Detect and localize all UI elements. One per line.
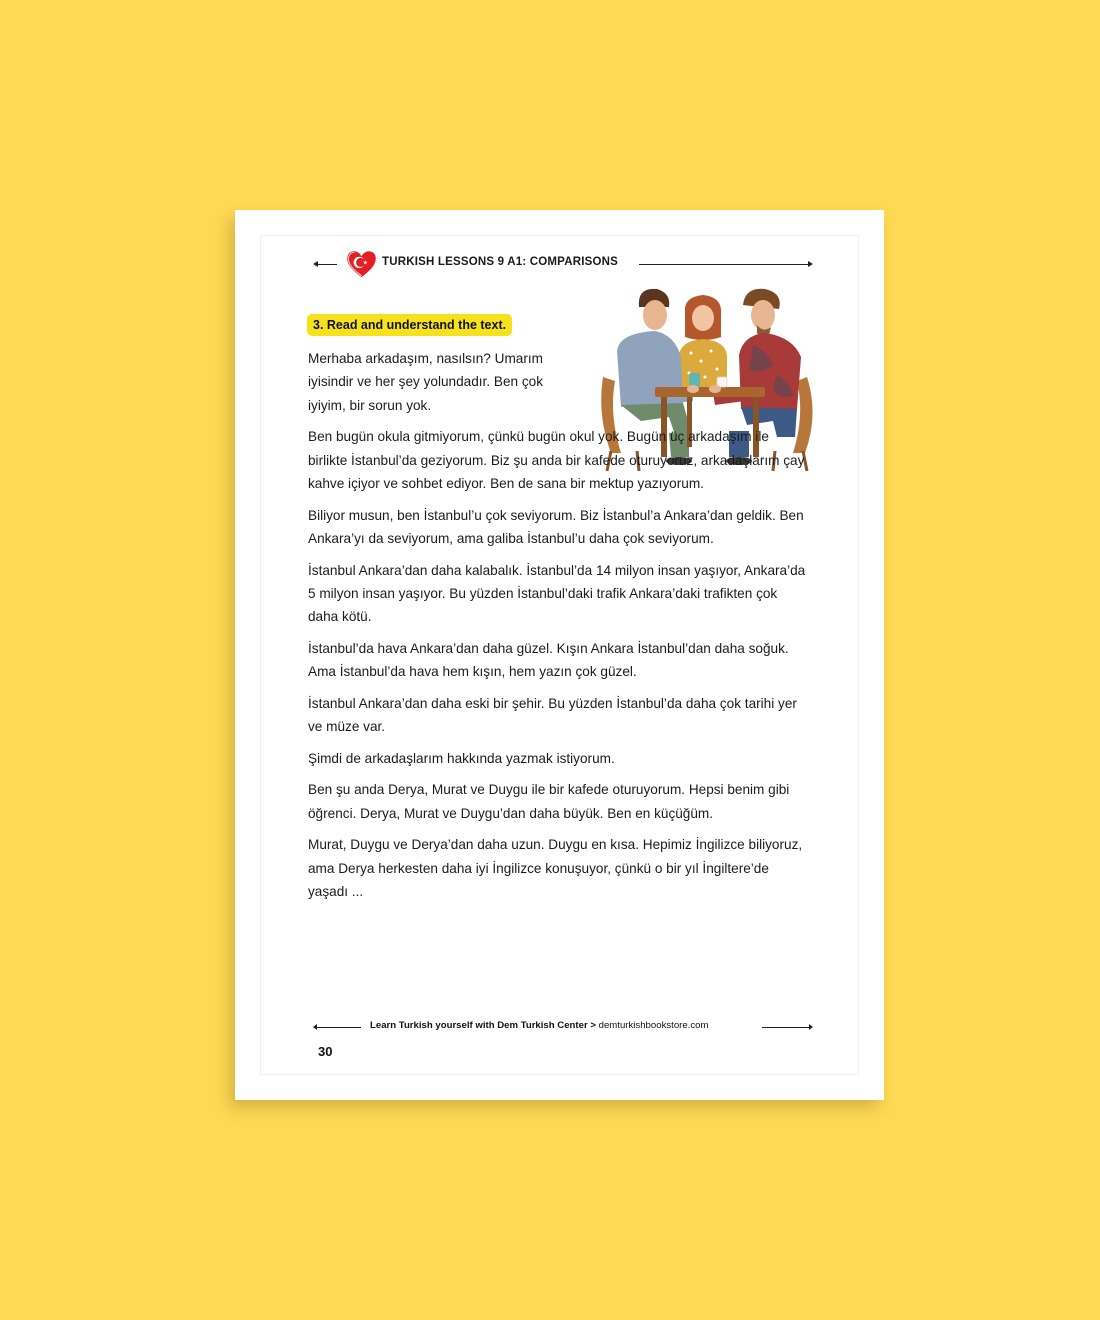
paragraph: Merhaba arkadaşım, nasılsın? Umarım iyisindir ve her şey yolundadır. Ben çok iyiyim, bir sorun yok. <box>308 351 543 413</box>
footer-tagline: Learn Turkish yourself with Dem Turkish Center <box>370 1020 588 1031</box>
page-header-title: TURKISH LESSONS 9 A1: COMPARISONS <box>382 256 618 268</box>
paragraph: Biliyor musun, ben İstanbul’u çok seviyorum. Biz İstanbul’a Ankara’dan geldik. Ben Ankara’yı da seviyorum, ama galiba İstanbul’u daha çok seviyorum. <box>308 507 804 546</box>
paragraph: İstanbul’da hava Ankara’dan daha güzel. Kışın Ankara İstanbul’dan daha soğuk. Ama İstanbul’da hava hem kışın, hem yazın çok güzel. <box>308 640 789 680</box>
exercise-instruction: 3. Read and understand the text. <box>307 314 512 336</box>
paragraph: İstanbul Ankara’dan daha eski bir şehir. Bu yüzden İstanbul’da daha çok tarihi yer ve müze var. <box>308 695 797 735</box>
page-number: 30 <box>318 1044 333 1059</box>
paragraph: Ben bugün okula gitmiyorum, çünkü bugün okul yok. Bugün üç arkadaşım ile birlikte İstanbul’da geziyorum. Biz şu anda bir kafede oturuyoruz, arkadaşlarım çay kahve içiyor ve sohbet ediyor. Ben de sana bir mektup yazıyorum. <box>308 429 805 491</box>
footer-credit <box>370 1020 708 1031</box>
footer-separator: > <box>590 1020 596 1031</box>
footer-rule-right <box>762 1027 811 1028</box>
paragraph: Murat, Duygu ve Derya’dan daha uzun. Duygu en kısa. Hepimiz İngilizce biliyoruz, ama Derya herkesten daha iyi İngilizce konuşuyor, çünkü o bir yıl İngiltere’de yaşadı ... <box>308 837 803 900</box>
turkish-flag-heart-icon <box>345 249 378 280</box>
page-header <box>313 248 813 282</box>
reading-text <box>308 347 810 912</box>
footer-rule-left <box>315 1027 361 1028</box>
paragraph: Şimdi de arkadaşlarım hakkında yazmak istiyorum. <box>308 750 615 766</box>
header-rule-right <box>639 264 811 265</box>
footer-website-link[interactable]: demturkishbookstore.com <box>598 1020 709 1031</box>
paragraph: Ben şu anda Derya, Murat ve Duygu ile bir kafede oturuyorum. Hepsi benim gibi öğrenci. Derya, Murat ve Duygu’dan daha büyük. Ben en küçüğüm. <box>308 782 790 821</box>
page-footer <box>313 1018 813 1036</box>
header-rule-left <box>315 264 337 265</box>
workbook-page <box>235 210 884 1100</box>
paragraph: İstanbul Ankara’dan daha kalabalık. İstanbul’da 14 milyon insan yaşıyor, Ankara’da 5 milyon insan yaşıyor. Bu yüzden İstanbul’daki trafik Ankara’daki trafikten çok daha kötü. <box>308 562 806 625</box>
